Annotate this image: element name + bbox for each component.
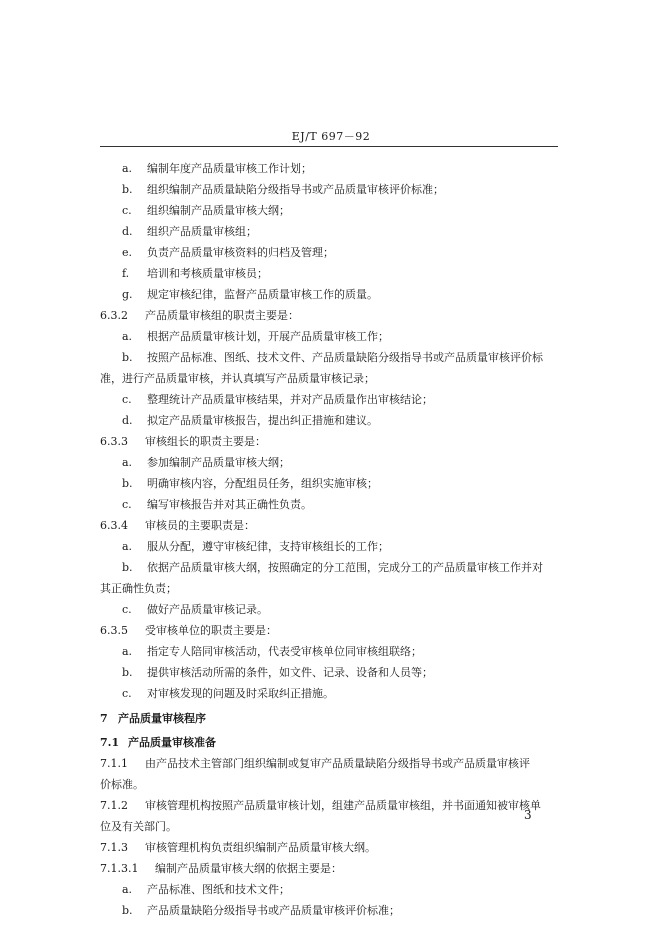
item-text: 受审核单位的职责主要是：: [145, 624, 277, 637]
text-line: [100, 736, 216, 750]
text-line: [122, 183, 444, 197]
item-label: b.: [122, 561, 133, 574]
item-label: c.: [122, 498, 132, 511]
header-rule: [100, 146, 558, 147]
standard-code-header: EJ/T 697－92: [291, 130, 371, 143]
item-label: 6.3.3: [100, 435, 128, 448]
text-line: [122, 393, 433, 407]
item-text: 其正确性负责；: [100, 582, 177, 595]
item-text: 准，进行产品质量审核，并认真填写产品质量审核记录；: [100, 372, 375, 385]
item-text: 审核管理机构负责组织编制产品质量审核大纲。: [145, 841, 376, 854]
text-line: [100, 799, 541, 813]
item-label: b.: [122, 183, 133, 196]
text-line: [122, 351, 543, 365]
item-text: 编写审核报告并对其正确性负责。: [147, 498, 312, 511]
item-text: 培训和考核质量审核员；: [147, 267, 268, 280]
text-line: [100, 519, 255, 533]
text-line: [122, 666, 433, 680]
item-label: d.: [122, 225, 133, 238]
text-line: [122, 288, 378, 302]
item-text: 产品质量审核程序: [118, 712, 206, 725]
item-label: c.: [122, 687, 132, 700]
item-text: 组织编制产品质量缺陷分级指导书或产品质量审核评价标准；: [147, 183, 444, 196]
item-text: 编制产品质量审核大纲的依据主要是：: [155, 862, 342, 875]
item-label: b.: [122, 904, 133, 917]
item-label: 7.1.3.1: [100, 862, 139, 875]
item-text: 产品质量缺陷分级指导书或产品质量审核评价标准；: [147, 904, 400, 917]
item-label: a.: [122, 330, 133, 343]
text-line: [122, 414, 378, 428]
item-text: 提供审核活动所需的条件，如文件、记录、设备和人员等；: [147, 666, 433, 679]
text-line: [100, 582, 177, 596]
item-label: a.: [122, 162, 133, 175]
page-number: 3: [524, 808, 532, 822]
item-label: e.: [122, 246, 133, 259]
text-line: [122, 162, 312, 176]
text-line: [122, 603, 268, 617]
text-line: [122, 883, 290, 897]
item-label: b.: [122, 351, 133, 364]
text-line: [122, 904, 400, 918]
text-line: [122, 204, 290, 218]
item-text: 拟定产品质量审核报告，提出纠正措施和建议。: [147, 414, 378, 427]
item-label: f.: [122, 267, 130, 280]
text-line: [122, 225, 257, 239]
item-text: 位及有关部门。: [100, 820, 177, 833]
item-text: 按照产品标准、图纸、技术文件、产品质量缺陷分级指导书或产品质量审核评价标: [147, 351, 543, 364]
text-line: [122, 645, 422, 659]
item-text: 产品质量审核准备: [128, 736, 216, 749]
text-line: [100, 841, 376, 855]
item-text: 依据产品质量审核大纲，按照确定的分工范围，完成分工的产品质量审核工作并对: [147, 561, 543, 574]
item-label: 7.1.3: [100, 841, 128, 854]
item-text: 组织产品质量审核组；: [147, 225, 257, 238]
item-text: 明确审核内容，分配组员任务，组织实施审核；: [147, 477, 378, 490]
item-text: 编制年度产品质量审核工作计划；: [147, 162, 312, 175]
item-text: 整理统计产品质量审核结果，并对产品质量作出审核结论；: [147, 393, 433, 406]
item-text: 服从分配，遵守审核纪律，支持审核组长的工作；: [147, 540, 389, 553]
item-text: 由产品技术主管部门组织编制或复审产品质量缺陷分级指导书或产品质量审核评: [145, 757, 530, 770]
item-label: 6.3.2: [100, 309, 128, 322]
text-line: [100, 862, 342, 876]
item-label: c.: [122, 603, 132, 616]
text-line: [122, 267, 268, 281]
text-line: [100, 712, 206, 726]
item-label: 6.3.4: [100, 519, 128, 532]
text-line: [100, 624, 277, 638]
item-label: a.: [122, 456, 133, 469]
text-line: [122, 561, 543, 575]
text-line: [100, 778, 144, 792]
item-text: 审核员的主要职责是：: [145, 519, 255, 532]
text-line: [122, 498, 312, 512]
item-label: 6.3.5: [100, 624, 128, 637]
item-text: 规定审核纪律，监督产品质量审核工作的质量。: [147, 288, 378, 301]
item-text: 审核组长的职责主要是：: [145, 435, 266, 448]
item-text: 价标准。: [100, 778, 144, 791]
item-text: 对审核发现的问题及时采取纠正措施。: [147, 687, 334, 700]
text-line: [100, 820, 177, 834]
text-line: [100, 757, 530, 771]
item-label: g.: [122, 288, 133, 301]
item-label: d.: [122, 414, 133, 427]
text-line: [100, 309, 299, 323]
item-text: 根据产品质量审核计划，开展产品质量审核工作；: [147, 330, 389, 343]
text-line: [122, 330, 389, 344]
item-text: 产品质量审核组的职责主要是：: [145, 309, 299, 322]
text-line: [122, 477, 378, 491]
text-line: [100, 435, 266, 449]
item-text: 参加编制产品质量审核大纲；: [147, 456, 290, 469]
item-label: a.: [122, 883, 133, 896]
text-line: [122, 456, 290, 470]
item-label: c.: [122, 393, 132, 406]
item-label: c.: [122, 204, 132, 217]
item-label: 7.1: [100, 736, 120, 749]
item-label: b.: [122, 666, 133, 679]
item-text: 负责产品质量审核资料的归档及管理；: [147, 246, 334, 259]
item-label: b.: [122, 477, 133, 490]
text-line: [122, 246, 334, 260]
item-label: a.: [122, 540, 133, 553]
item-label: a.: [122, 645, 133, 658]
item-text: 审核管理机构按照产品质量审核计划，组建产品质量审核组，并书面通知被审核单: [145, 799, 541, 812]
item-label: 7.1.1: [100, 757, 128, 770]
item-text: 做好产品质量审核记录。: [147, 603, 268, 616]
item-text: 组织编制产品质量审核大纲；: [147, 204, 290, 217]
item-text: 产品标准、图纸和技术文件；: [147, 883, 290, 896]
item-label: 7: [100, 712, 108, 725]
text-line: [122, 540, 389, 554]
text-line: [100, 372, 375, 386]
text-line: [122, 687, 334, 701]
item-label: 7.1.2: [100, 799, 128, 812]
item-text: 指定专人陪同审核活动，代表受审核单位同审核组联络；: [147, 645, 422, 658]
